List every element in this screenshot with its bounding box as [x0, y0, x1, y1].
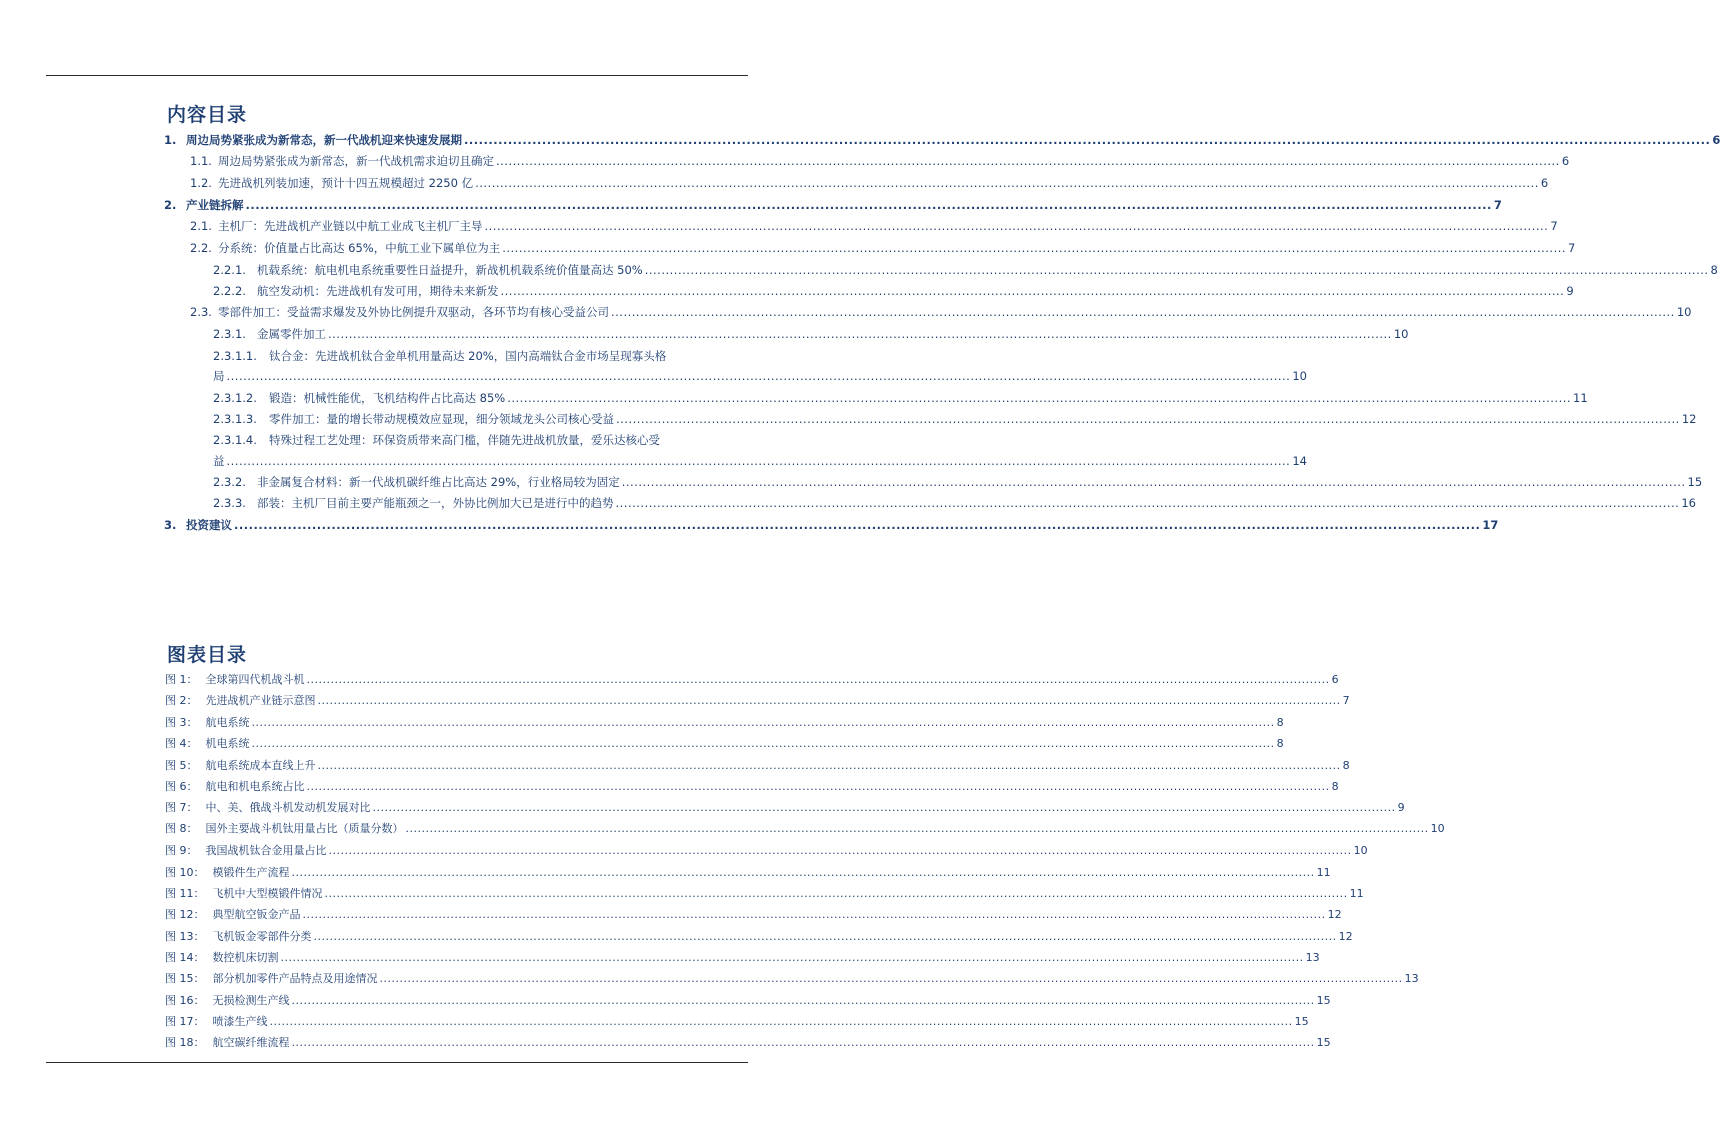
toc-entry[interactable] — [213, 262, 1718, 278]
toc-entry-text: 分系统：价值量占比高达 65%，中航工业下属单位为主 — [218, 241, 501, 255]
figure-entry-text: 典型航空钣金产品 — [212, 908, 301, 921]
figure-entry-number: 图 12： — [165, 908, 205, 921]
figure-entry-text: 国外主要战斗机钛用量占比（质量分数） — [205, 822, 404, 835]
figure-entry-number: 图 7： — [165, 801, 198, 814]
figure-entry-text: 飞机钣金零部件分类 — [212, 930, 312, 943]
figure-entry-text: 航电系统成本直线上升 — [205, 759, 316, 772]
toc-entry[interactable] — [190, 153, 1570, 169]
toc-entry-page: 6 — [1540, 176, 1549, 190]
dot-leader — [616, 412, 1680, 426]
dot-leader — [227, 454, 1291, 468]
figure-entry-page: 10 — [1430, 822, 1445, 835]
figure-entry-page: 12 — [1338, 930, 1353, 943]
toc-entry-text: 机载系统：航电机电系统重要性日益提升，新战机机载系统价值量高达 50% — [257, 263, 643, 277]
toc-entry-page: 9 — [1566, 284, 1574, 298]
figure-entry-number: 图 2： — [165, 694, 198, 707]
dot-leader — [475, 176, 1539, 190]
toc-entry-text: 零部件加工：受益需求爆发及外协比例提升双驱动，各环节均有核心受益公司 — [218, 305, 609, 319]
toc-entry-number: 2.3.2. — [213, 475, 246, 489]
toc-entry-text: 航空发动机：先进战机有发可用，期待未来新发 — [257, 284, 499, 298]
toc-entry-number: 1. — [164, 133, 177, 147]
figures-title: 图表目录 — [167, 644, 248, 666]
toc-entry-number: 2.2. — [190, 241, 212, 255]
figure-entry-number: 图 9： — [165, 844, 198, 857]
toc-entry[interactable] — [213, 390, 1588, 406]
figure-entry[interactable] — [165, 1013, 1309, 1029]
figure-entry[interactable] — [165, 714, 1284, 730]
figure-entry-page: 11 — [1316, 866, 1331, 879]
dot-leader — [246, 198, 1492, 212]
figure-entry-number: 图 6： — [165, 780, 198, 793]
toc-entry-continuation[interactable] — [213, 453, 1307, 469]
figure-entry-text: 数控机床切割 — [212, 951, 279, 964]
dot-leader — [645, 263, 1709, 277]
dot-leader — [318, 694, 1341, 707]
figure-entry-page: 11 — [1349, 887, 1364, 900]
toc-entry[interactable] — [190, 175, 1549, 191]
figure-entry-page: 8 — [1276, 737, 1284, 750]
toc-entry-number: 2. — [164, 198, 177, 212]
figure-entry-number: 图 8： — [165, 822, 198, 835]
toc-entry-text: 非金属复合材料：新一代战机碳纤维占比高达 29%，行业格局较为固定 — [257, 475, 620, 489]
figure-entry-number: 图 4： — [165, 737, 198, 750]
dot-leader — [292, 1036, 1315, 1049]
figure-entry[interactable] — [165, 820, 1445, 836]
figure-entry-number: 图 16： — [165, 994, 205, 1007]
figure-entry[interactable] — [165, 928, 1353, 944]
footer-rule — [46, 1062, 748, 1063]
figure-entry[interactable] — [165, 735, 1284, 751]
dot-leader — [252, 716, 1275, 729]
toc-entry-number: 1.1. — [190, 154, 212, 168]
toc-entry[interactable] — [164, 132, 1720, 148]
toc-entry[interactable] — [213, 411, 1697, 427]
figure-entry[interactable] — [165, 949, 1320, 965]
figure-entry[interactable] — [165, 992, 1331, 1008]
toc-entry-text: 投资建议 — [186, 518, 232, 532]
figure-entry-number: 图 5： — [165, 759, 198, 772]
dot-leader — [227, 369, 1291, 383]
toc-entry-number: 3. — [164, 518, 177, 532]
toc-entry-text: 先进战机列装加速，预计十四五规模超过 2250 亿 — [218, 176, 474, 190]
dot-leader — [252, 737, 1275, 750]
toc-entry-page: 10 — [1292, 369, 1307, 383]
figure-entry-text: 全球第四代机战斗机 — [205, 673, 305, 686]
figure-entry-number: 图 15： — [165, 972, 205, 985]
figure-entry-page: 8 — [1342, 759, 1350, 772]
toc-entry-continuation[interactable] — [213, 368, 1307, 384]
dot-leader — [328, 327, 1392, 341]
toc-entry-text: 零件加工：量的增长带动规模效应显现，细分领域龙头公司核心受益 — [269, 412, 614, 426]
dot-leader — [329, 844, 1352, 857]
figure-entry-page: 13 — [1404, 972, 1419, 985]
dot-leader — [406, 822, 1429, 835]
figure-entry[interactable] — [165, 970, 1419, 986]
toc-entry-number: 2.3. — [190, 305, 212, 319]
dot-leader — [292, 994, 1315, 1007]
figure-entry[interactable] — [165, 799, 1405, 815]
figure-entry[interactable] — [165, 864, 1331, 880]
toc-entry-page: 10 — [1676, 305, 1692, 319]
figure-entry-page: 15 — [1294, 1015, 1309, 1028]
figure-entry-page: 15 — [1316, 1036, 1331, 1049]
figure-entry-page: 9 — [1397, 801, 1405, 814]
toc-entry-page: 8 — [1710, 263, 1718, 277]
header-rule — [46, 75, 748, 76]
dot-leader — [380, 972, 1403, 985]
toc-entry-text: 周边局势紧张成为新常态，新一代战机需求迫切且确定 — [218, 154, 494, 168]
toc-entry[interactable] — [213, 474, 1703, 490]
toc-entry[interactable] — [164, 197, 1502, 213]
figure-entry-number: 图 17： — [165, 1015, 205, 1028]
toc-entry-number: 2.3.1.2. — [213, 391, 257, 405]
toc-entry[interactable] — [213, 432, 748, 448]
figure-entry-text: 我国战机钛合金用量占比 — [205, 844, 327, 857]
toc-entry[interactable] — [190, 304, 1692, 320]
dot-leader — [270, 1015, 1293, 1028]
toc-entry-page: 11 — [1573, 391, 1588, 405]
dot-leader — [281, 951, 1304, 964]
toc-entry-page: 7 — [1550, 219, 1558, 233]
toc-entry[interactable] — [213, 283, 1574, 299]
figure-entry-number: 图 10： — [165, 866, 205, 879]
toc-entry-number: 1.2. — [190, 176, 212, 190]
figure-entry-page: 12 — [1327, 908, 1342, 921]
figure-entry[interactable] — [165, 906, 1342, 922]
toc-entry-page: 6 — [1712, 133, 1720, 147]
figure-entry-number: 图 13： — [165, 930, 205, 943]
figure-entry[interactable] — [165, 692, 1350, 708]
dot-leader — [292, 866, 1315, 879]
figure-entry[interactable] — [165, 1034, 1331, 1050]
dot-leader — [307, 673, 1330, 686]
toc-entry-text-continued: 益 — [213, 454, 225, 468]
toc-entry-number: 2.2.1. — [213, 263, 246, 277]
figure-entry-number: 图 18： — [165, 1036, 205, 1049]
dot-leader — [314, 930, 1337, 943]
toc-entry-page: 15 — [1687, 475, 1703, 489]
toc-entry-number: 2.3.1.3. — [213, 412, 257, 426]
dot-leader — [303, 908, 1326, 921]
toc-entry[interactable] — [213, 326, 1409, 342]
figure-entry[interactable] — [165, 671, 1339, 687]
toc-entry-text: 部装：主机厂目前主要产能瓶颈之一，外协比例加大已是进行中的趋势 — [257, 496, 614, 510]
toc-entry-page: 7 — [1493, 198, 1502, 212]
figure-entry-text: 机电系统 — [205, 737, 250, 750]
dot-leader — [234, 518, 1480, 532]
toc-entry-page: 6 — [1561, 154, 1570, 168]
dot-leader — [501, 284, 1565, 298]
toc-entry-number: 2.3.3. — [213, 496, 246, 510]
dot-leader — [502, 241, 1566, 255]
figure-entry-page: 13 — [1305, 951, 1320, 964]
toc-entry-number: 2.2.2. — [213, 284, 246, 298]
toc-entry-text: 锻造：机械性能优，飞机结构件占比高达 85% — [269, 391, 506, 405]
figure-entry-text: 先进战机产业链示意图 — [205, 694, 316, 707]
toc-entry[interactable] — [164, 517, 1499, 533]
toc-entry[interactable] — [190, 240, 1576, 256]
toc-entry-text: 周边局势紧张成为新常态，新一代战机迎来快速发展期 — [186, 133, 462, 147]
figure-entry-page: 15 — [1316, 994, 1331, 1007]
toc-entry[interactable] — [213, 348, 748, 364]
figure-entry-text: 部分机加零件产品特点及用途情况 — [212, 972, 378, 985]
dot-leader — [622, 475, 1686, 489]
figure-entry-number: 图 14： — [165, 951, 205, 964]
toc-entry[interactable] — [190, 218, 1558, 234]
dot-leader — [373, 801, 1396, 814]
toc-entry-number: 2.3.1. — [213, 327, 246, 341]
figure-entry-number: 图 1： — [165, 673, 198, 686]
figure-entry-text: 航电和机电系统占比 — [205, 780, 305, 793]
figure-entry-page: 10 — [1353, 844, 1368, 857]
figure-entry-page: 7 — [1342, 694, 1350, 707]
toc-entry-page: 14 — [1292, 454, 1307, 468]
dot-leader — [307, 780, 1330, 793]
dot-leader — [496, 154, 1560, 168]
toc-entry-page: 12 — [1681, 412, 1697, 426]
figure-entry[interactable] — [165, 778, 1339, 794]
figure-entry-text: 航电系统 — [205, 716, 250, 729]
toc-entry-text: 产业链拆解 — [186, 198, 244, 212]
dot-leader — [464, 133, 1710, 147]
dot-leader — [611, 305, 1675, 319]
figure-entry-page: 8 — [1331, 780, 1339, 793]
figure-entry-text: 飞机中大型模锻件情况 — [212, 887, 323, 900]
toc-entry-text: 钛合金：先进战机钛合金单机用量高达 20%，国内高端钛合金市场呈现寡头格 — [269, 349, 667, 363]
figure-entry-text: 喷漆生产线 — [212, 1015, 268, 1028]
toc-title: 内容目录 — [167, 104, 248, 126]
toc-entry-page: 16 — [1681, 496, 1696, 510]
toc-entry-number: 2.1. — [190, 219, 212, 233]
figure-entry-number: 图 3： — [165, 716, 198, 729]
toc-entry-text: 主机厂：先进战机产业链以中航工业成飞主机厂主导 — [218, 219, 483, 233]
dot-leader — [616, 496, 1680, 510]
toc-entry[interactable] — [213, 495, 1696, 511]
toc-entry-text: 特殊过程工艺处理：环保资质带来高门槛，伴随先进战机放量，爱乐达核心受 — [269, 433, 660, 447]
figure-entry-number: 图 11： — [165, 887, 205, 900]
toc-entry-page: 7 — [1568, 241, 1576, 255]
toc-entry-text-continued: 局 — [213, 369, 225, 383]
figure-entry[interactable] — [165, 885, 1364, 901]
toc-entry-number: 2.3.1.1. — [213, 349, 257, 363]
dot-leader — [507, 391, 1571, 405]
dot-leader — [485, 219, 1549, 233]
dot-leader — [318, 759, 1341, 772]
figure-entry-text: 无损检测生产线 — [212, 994, 290, 1007]
toc-entry-text: 金属零件加工 — [257, 327, 326, 341]
figure-entry-text: 模锻件生产流程 — [212, 866, 290, 879]
figure-entry[interactable] — [165, 842, 1368, 858]
figure-entry-text: 中、美、俄战斗机发动机发展对比 — [205, 801, 371, 814]
figure-entry-page: 6 — [1331, 673, 1339, 686]
figure-entry-text: 航空碳纤维流程 — [212, 1036, 290, 1049]
figure-entry-page: 8 — [1276, 716, 1284, 729]
dot-leader — [325, 887, 1348, 900]
toc-entry-page: 10 — [1393, 327, 1409, 341]
toc-entry-number: 2.3.1.4. — [213, 433, 257, 447]
figure-entry[interactable] — [165, 757, 1350, 773]
toc-entry-page: 17 — [1482, 518, 1499, 532]
